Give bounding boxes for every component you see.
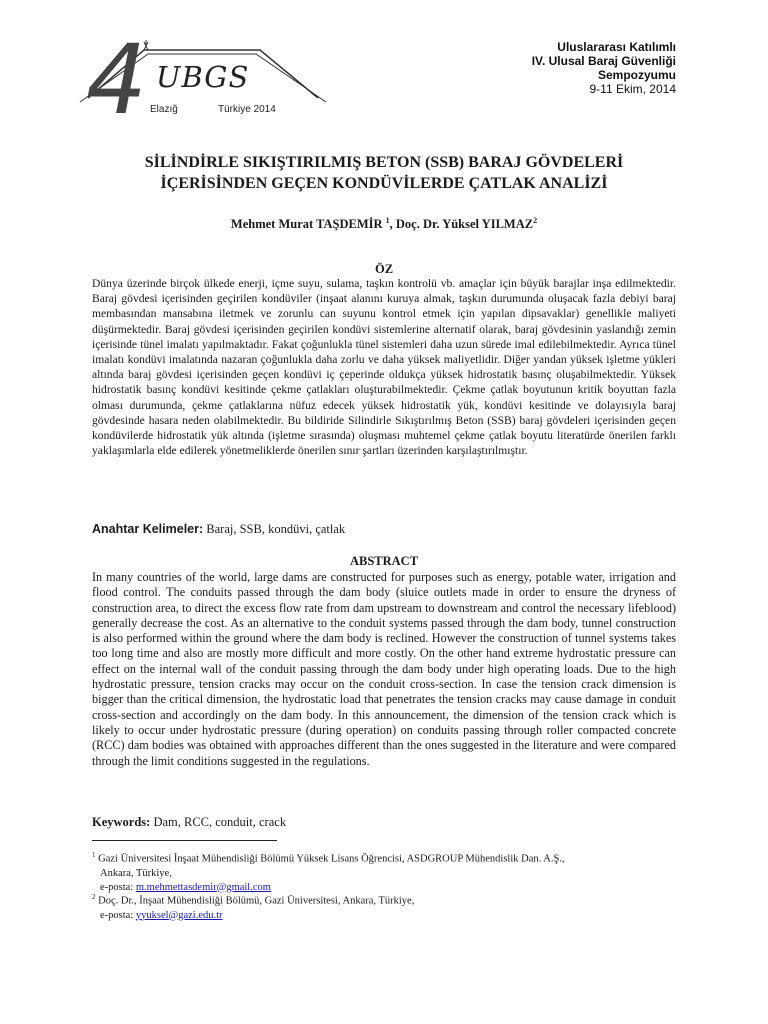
footnote-1-mark: 1	[92, 851, 96, 859]
author-1: Mehmet Murat TAŞDEMİR	[230, 217, 383, 232]
oz-paragraph: Dünya üzerinde birçok ülkede enerji, içme suyu, sulama, taşkın kontrolü vb. amaçlar için büyük barajlar inşa edilmektedir. Baraj gövdesi içerisinden geçirilen kondüviler (inşaat alanını kuruya almak, taşkın durumunda oluşacak fazla debiyi baraj membasından mansabına iletmek ve zorunlu can suyunu kontrol etmek için yapılan dipsavaklar) genellikle maliyeti düşürmektedir. Baraj gövdesi içerisinden geçirilen kondüvi sistemlerine alternatif olarak, baraj gövdesinin yaslandığı zemin içerisinde tünel imalatı yapılmaktadır. Fakat çoğunlukla tünel sistemleri daha uzun sürede imal edilebilmektedir. Ayrıca tünel imalatı kondüvi imalatında nazaran çoğunlukla daha zorlu ve daha yüksek maliyetlidir. Diğer yandan yüksek işletme yükleri altında baraj gövdesi içerisinden geçen kondüvi iç çeperinde oldukça yüksek hidrostatik basınç oluşabilmektedir. Yüksek hidrostatik basınç kondüvi kesitinde çekme çatlakları oluşturabilmektedir. Çekme çatlak boyutunun kritik boyuttan fazla olması durumunda, çekme çatlaklarına nüfuz edecek yüksek hidrostatik yük, kondüvi kesitinde ve dolayısıyla baraj gövdesinde hasara neden olabilmektedir. Bu bildiride Silindirle Sıkıştırılmış Beton (SSB) baraj gövdeleri içerisinden geçen kondüvilerde hidrostatik yük altında (işletme sırasında) oluşması muhtemel çekme çatlak boyutu literatürde önerilen farklı yaklaşımlarla elde edilerek yönetmeliklerde önerilen sınır şartları üzerinden karşılaştırılmıştır.	[92, 277, 676, 458]
footnote-2-text: Doç. Dr., İnşaat Mühendisliği Bölümü, Gazi Üniversitesi, Ankara, Türkiye,	[95, 895, 415, 907]
footnote-1	[92, 848, 692, 895]
footnote-1-text: Gazi Üniversitesi İnşaat Mühendisliği Bölümü Yüksek Lisans Öğrencisi, ASDGROUP Mühendislik Dan. A.Ş.,	[95, 853, 565, 865]
keywords-en-label: Keywords:	[92, 815, 151, 829]
logo-number: 4	[86, 24, 148, 136]
conference-line2: IV. Ulusal Baraj Güvenliği	[531, 54, 676, 68]
footnote-2-mark: 2	[92, 893, 96, 901]
footnote-2-email-link[interactable]: yyuksel@gazi.edu.tr	[135, 909, 223, 921]
title-line2: İÇERİSİNDEN GEÇEN KONDÜVİLERDE ÇATLAK ANALİZİ	[160, 175, 608, 192]
keywords-tr	[92, 522, 345, 537]
conference-date: 9-11 Ekim, 2014	[589, 82, 676, 96]
footnote-divider	[92, 840, 277, 841]
keywords-tr-value: Baraj, SSB, kondüvi, çatlak	[203, 522, 346, 536]
author-2: Doç. Dr. Yüksel YILMAZ	[395, 217, 534, 232]
footnote-1-city: Ankara, Türkiye,	[100, 867, 172, 879]
oz-heading: ÖZ	[374, 262, 394, 276]
title-line1: SİLİNDİRLE SIKIŞTIRILMIŞ BETON (SSB) BARAJ GÖVDELERİ	[144, 154, 624, 171]
paper-title	[0, 152, 768, 194]
abstract-heading: ABSTRACT	[349, 554, 419, 568]
abstract-paragraph: In many countries of the world, large dams are constructed for purposes such as energy, potable water, irrigation and flood control. The conduits passed through the dam body (sluice outlets made in order to ensure the dryness of construction area, to direct the excess flow rate from dam upstream to downstream and control the necessary lifeblood) generally decrease the cost. As an alternative to the conduit systems passed through the dam body, tunnel construction is also performed within the ground where the dam body is reclined. However the construction of tunnel systems takes too long time and also are mostly more difficult and more costly. On the other hand extreme hydrostatic pressure can effect on the internal wall of the conduit passing through the dam body under high operating loads. Due to the high hydrostatic pressure, tension cracks may occur on the conduit cross-section. In case the tension crack dimension is bigger than the critical dimension, the hydrostatic load that penetrates the tension cracks may cause damage in conduit cross-section and accordingly on the dam body. In this announcement, the dimension of the tension crack which is likely to occur under hydrostatic pressure (during operation) on conduits passing through roller compacted concrete (RCC) dam bodies was obtained with approaches different than the ones suggested in the literature and were compared through the limit conditions suggested in the regulations.	[92, 570, 676, 768]
footnote-2	[92, 890, 692, 923]
conference-line3: Sempozyumu	[597, 68, 676, 82]
keywords-en-value: Dam, RCC, conduit, crack	[150, 815, 287, 829]
author-2-affiliation-mark: 2	[533, 216, 538, 225]
keywords-tr-label: Anahtar Kelimeler:	[92, 522, 204, 536]
footnote-2-email-label: e-posta:	[100, 909, 136, 921]
logo-city: Elazığ	[150, 104, 178, 115]
author-1-affiliation-mark: 1	[385, 216, 390, 225]
logo-country-year: Türkiye 2014	[218, 104, 276, 115]
keywords-en	[92, 815, 286, 830]
logo-acronym: UBGS	[156, 60, 250, 94]
conference-logo	[78, 24, 328, 138]
footnote-1-email-label: e-posta:	[100, 881, 136, 893]
author-separator: ,	[389, 217, 396, 232]
footnote-1-email-link[interactable]: m.mehmettasdemir@gmail.com	[135, 881, 271, 893]
author-list	[0, 216, 768, 232]
conference-line1: Uluslararası Katılımlı	[557, 40, 676, 54]
conference-info	[532, 40, 676, 96]
